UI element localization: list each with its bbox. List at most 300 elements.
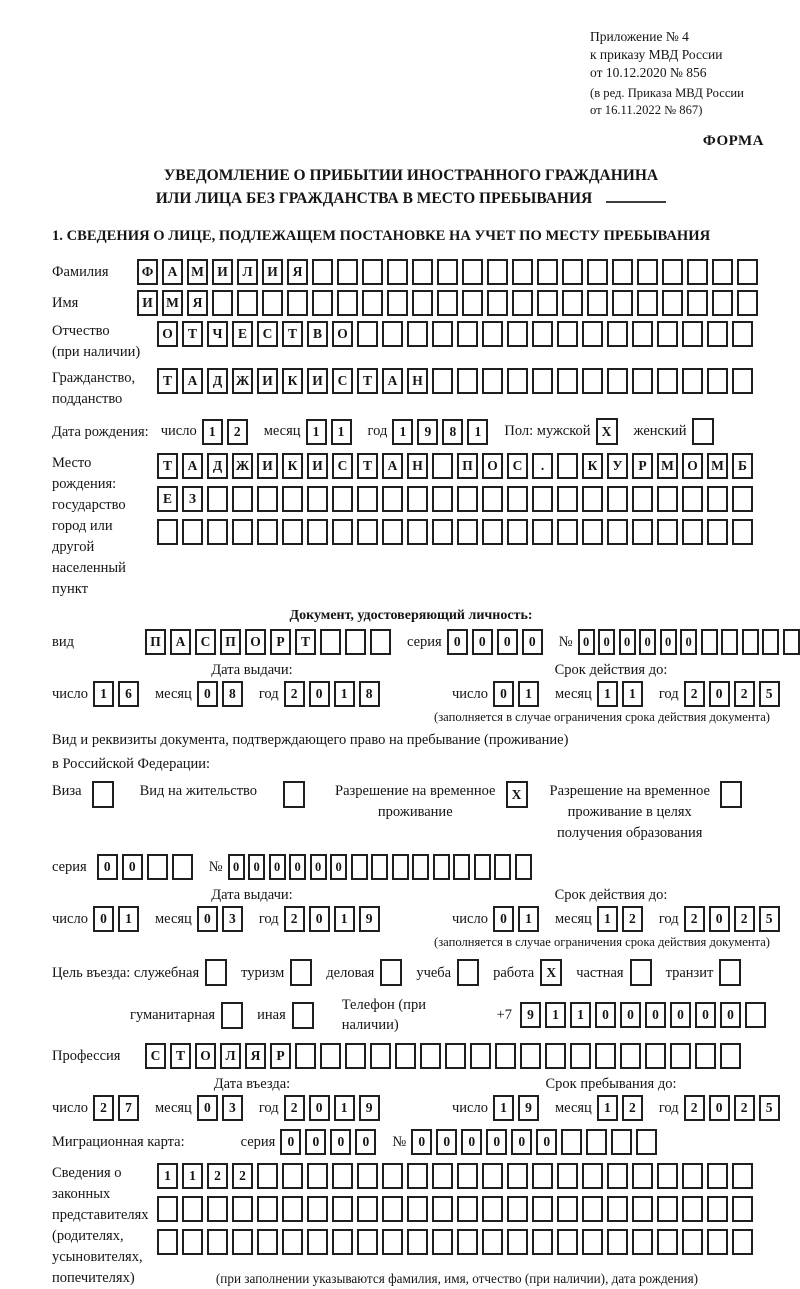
citizenship-box[interactable]: Ж (232, 368, 253, 394)
representative-box[interactable] (232, 1229, 253, 1255)
name-box[interactable] (537, 290, 558, 316)
rvp-checkbox[interactable]: X (506, 781, 528, 808)
birthplace-box[interactable] (607, 486, 628, 512)
birth-year-box[interactable]: 8 (442, 419, 463, 445)
representative-box[interactable] (707, 1163, 728, 1189)
profession-box[interactable] (595, 1043, 616, 1069)
male-checkbox[interactable]: X (596, 418, 618, 445)
doc-type-box[interactable]: П (145, 629, 166, 655)
birthplace-box[interactable] (457, 519, 478, 545)
res-seria-box[interactable] (172, 854, 193, 880)
birthplace-box[interactable] (232, 486, 253, 512)
citizenship-box[interactable] (657, 368, 678, 394)
birth-day-box[interactable]: 1 (202, 419, 223, 445)
representative-box[interactable] (257, 1229, 278, 1255)
issue-year-box[interactable]: 8 (359, 681, 380, 707)
representative-box[interactable] (532, 1229, 553, 1255)
representative-box[interactable] (557, 1163, 578, 1189)
representative-box[interactable] (557, 1229, 578, 1255)
representative-box[interactable] (182, 1229, 203, 1255)
issue-year-box[interactable]: 1 (334, 681, 355, 707)
patronymic-box[interactable] (357, 321, 378, 347)
birthplace-box[interactable] (182, 519, 203, 545)
res-number-box[interactable] (453, 854, 470, 880)
doc-number-box[interactable] (701, 629, 718, 655)
birthplace-box[interactable] (682, 486, 703, 512)
birthplace-box[interactable]: З (182, 486, 203, 512)
citizenship-box[interactable] (582, 368, 603, 394)
mk-seria-box[interactable]: 0 (305, 1129, 326, 1155)
doc-number-box[interactable] (721, 629, 738, 655)
birthplace-box[interactable]: К (282, 453, 303, 479)
birth-year-box[interactable]: 1 (467, 419, 488, 445)
representative-box[interactable] (607, 1229, 628, 1255)
citizenship-box[interactable]: Т (157, 368, 178, 394)
birthplace-box[interactable]: С (507, 453, 528, 479)
profession-box[interactable] (520, 1043, 541, 1069)
profession-box[interactable] (720, 1043, 741, 1069)
representative-box[interactable] (457, 1196, 478, 1222)
name-box[interactable] (487, 290, 508, 316)
representative-box[interactable] (157, 1196, 178, 1222)
surname-box[interactable] (712, 259, 733, 285)
profession-box[interactable] (545, 1043, 566, 1069)
patronymic-box[interactable]: С (257, 321, 278, 347)
stay-year-box[interactable]: 2 (684, 1095, 705, 1121)
purpose-checkbox[interactable] (380, 959, 402, 986)
res-number-box[interactable] (515, 854, 532, 880)
patronymic-box[interactable] (532, 321, 553, 347)
representative-box[interactable] (682, 1163, 703, 1189)
patronymic-box[interactable] (407, 321, 428, 347)
purpose-checkbox[interactable] (205, 959, 227, 986)
birthplace-box[interactable] (582, 486, 603, 512)
name-box[interactable]: М (162, 290, 183, 316)
res-seria-box[interactable] (147, 854, 168, 880)
phone-digit-box[interactable]: 0 (695, 1002, 716, 1028)
representative-box[interactable] (482, 1196, 503, 1222)
birth-day-box[interactable]: 2 (227, 419, 248, 445)
purpose-checkbox[interactable] (719, 959, 741, 986)
entry-year-box[interactable]: 1 (334, 1095, 355, 1121)
phone-digit-box[interactable] (745, 1002, 766, 1028)
citizenship-box[interactable]: А (182, 368, 203, 394)
surname-box[interactable] (437, 259, 458, 285)
profession-box[interactable] (470, 1043, 491, 1069)
stay-year-box[interactable]: 0 (709, 1095, 730, 1121)
citizenship-box[interactable] (682, 368, 703, 394)
citizenship-box[interactable]: Н (407, 368, 428, 394)
surname-box[interactable] (612, 259, 633, 285)
name-box[interactable] (512, 290, 533, 316)
phone-digit-box[interactable]: 1 (570, 1002, 591, 1028)
profession-box[interactable] (295, 1043, 316, 1069)
birthplace-box[interactable]: А (182, 453, 203, 479)
representative-box[interactable] (407, 1196, 428, 1222)
patronymic-box[interactable]: Ч (207, 321, 228, 347)
res-issue-year-box[interactable]: 9 (359, 906, 380, 932)
doc-number-box[interactable]: 0 (639, 629, 656, 655)
citizenship-box[interactable] (532, 368, 553, 394)
doc-type-box[interactable] (320, 629, 341, 655)
profession-box[interactable] (320, 1043, 341, 1069)
mk-number-box[interactable]: 0 (536, 1129, 557, 1155)
representative-box[interactable] (732, 1229, 753, 1255)
name-box[interactable]: Я (187, 290, 208, 316)
representative-box[interactable]: 1 (157, 1163, 178, 1189)
representative-box[interactable] (432, 1163, 453, 1189)
res-number-box[interactable]: 0 (289, 854, 306, 880)
birthplace-box[interactable] (507, 486, 528, 512)
citizenship-box[interactable] (457, 368, 478, 394)
surname-box[interactable]: М (187, 259, 208, 285)
birthplace-box[interactable]: И (307, 453, 328, 479)
patronymic-box[interactable]: О (157, 321, 178, 347)
res-issue-year-box[interactable]: 0 (309, 906, 330, 932)
surname-box[interactable] (337, 259, 358, 285)
representative-box[interactable] (182, 1196, 203, 1222)
surname-box[interactable] (362, 259, 383, 285)
doc-seria-box[interactable]: 0 (472, 629, 493, 655)
res-seria-box[interactable]: 0 (97, 854, 118, 880)
citizenship-box[interactable]: С (332, 368, 353, 394)
representative-box[interactable]: 2 (232, 1163, 253, 1189)
res-valid-year-box[interactable]: 2 (684, 906, 705, 932)
profession-box[interactable] (645, 1043, 666, 1069)
surname-box[interactable] (562, 259, 583, 285)
representative-box[interactable] (157, 1229, 178, 1255)
name-box[interactable] (287, 290, 308, 316)
birthplace-box[interactable] (557, 486, 578, 512)
surname-box[interactable]: Л (237, 259, 258, 285)
surname-box[interactable]: Ф (137, 259, 158, 285)
birthplace-box[interactable] (657, 486, 678, 512)
birthplace-box[interactable] (482, 486, 503, 512)
birthplace-box[interactable] (357, 486, 378, 512)
purpose-checkbox[interactable] (457, 959, 479, 986)
citizenship-box[interactable]: Т (357, 368, 378, 394)
valid-day-box[interactable]: 0 (493, 681, 514, 707)
citizenship-box[interactable]: К (282, 368, 303, 394)
mk-number-box[interactable]: 0 (511, 1129, 532, 1155)
representative-box[interactable] (482, 1163, 503, 1189)
birthplace-box[interactable] (257, 486, 278, 512)
representative-box[interactable] (532, 1163, 553, 1189)
birthplace-box[interactable] (407, 519, 428, 545)
doc-number-box[interactable]: 0 (578, 629, 595, 655)
profession-box[interactable] (495, 1043, 516, 1069)
representative-box[interactable] (307, 1229, 328, 1255)
profession-box[interactable] (445, 1043, 466, 1069)
phone-digit-box[interactable]: 0 (620, 1002, 641, 1028)
birth-month-box[interactable]: 1 (306, 419, 327, 445)
doc-type-box[interactable]: Р (270, 629, 291, 655)
surname-box[interactable] (737, 259, 758, 285)
profession-box[interactable] (370, 1043, 391, 1069)
representative-box[interactable] (507, 1196, 528, 1222)
patronymic-box[interactable] (732, 321, 753, 347)
representative-box[interactable] (207, 1229, 228, 1255)
birthplace-box[interactable] (407, 486, 428, 512)
name-box[interactable] (462, 290, 483, 316)
purpose-checkbox[interactable] (292, 1002, 314, 1029)
res-valid-month-box[interactable]: 1 (597, 906, 618, 932)
patronymic-box[interactable]: Т (182, 321, 203, 347)
profession-box[interactable]: Я (245, 1043, 266, 1069)
birthplace-box[interactable]: Ж (232, 453, 253, 479)
mk-seria-box[interactable]: 0 (355, 1129, 376, 1155)
representative-box[interactable] (407, 1163, 428, 1189)
mk-number-box[interactable]: 0 (461, 1129, 482, 1155)
birthplace-box[interactable]: Р (632, 453, 653, 479)
res-valid-year-box[interactable]: 0 (709, 906, 730, 932)
birthplace-box[interactable] (732, 519, 753, 545)
representative-box[interactable] (232, 1196, 253, 1222)
birthplace-box[interactable]: А (382, 453, 403, 479)
representative-box[interactable] (257, 1163, 278, 1189)
surname-box[interactable] (537, 259, 558, 285)
valid-year-box[interactable]: 0 (709, 681, 730, 707)
patronymic-box[interactable] (707, 321, 728, 347)
representative-box[interactable] (732, 1163, 753, 1189)
stay-day-box[interactable]: 1 (493, 1095, 514, 1121)
representative-box[interactable] (707, 1196, 728, 1222)
surname-box[interactable] (512, 259, 533, 285)
citizenship-box[interactable]: И (307, 368, 328, 394)
profession-box[interactable] (345, 1043, 366, 1069)
birthplace-box[interactable] (282, 486, 303, 512)
birthplace-box[interactable]: К (582, 453, 603, 479)
name-box[interactable] (362, 290, 383, 316)
birthplace-box[interactable] (382, 486, 403, 512)
representative-box[interactable] (282, 1196, 303, 1222)
representative-box[interactable] (607, 1163, 628, 1189)
birthplace-box[interactable] (707, 486, 728, 512)
purpose-checkbox[interactable] (630, 959, 652, 986)
res-number-box[interactable] (412, 854, 429, 880)
surname-box[interactable]: А (162, 259, 183, 285)
profession-box[interactable] (620, 1043, 641, 1069)
birthplace-box[interactable] (382, 519, 403, 545)
res-issue-day-box[interactable]: 0 (93, 906, 114, 932)
representative-box[interactable] (207, 1196, 228, 1222)
name-box[interactable] (737, 290, 758, 316)
purpose-checkbox[interactable] (290, 959, 312, 986)
name-box[interactable] (337, 290, 358, 316)
representative-box[interactable]: 2 (207, 1163, 228, 1189)
birthplace-box[interactable] (582, 519, 603, 545)
representative-box[interactable] (307, 1196, 328, 1222)
citizenship-box[interactable] (507, 368, 528, 394)
patronymic-box[interactable] (607, 321, 628, 347)
representative-box[interactable] (457, 1229, 478, 1255)
name-box[interactable] (612, 290, 633, 316)
profession-box[interactable]: Л (220, 1043, 241, 1069)
birthplace-box[interactable]: М (657, 453, 678, 479)
doc-seria-box[interactable]: 0 (497, 629, 518, 655)
stay-month-box[interactable]: 2 (622, 1095, 643, 1121)
representative-box[interactable] (307, 1163, 328, 1189)
entry-month-box[interactable]: 3 (222, 1095, 243, 1121)
doc-number-box[interactable]: 0 (680, 629, 697, 655)
birthplace-box[interactable]: О (682, 453, 703, 479)
name-box[interactable] (262, 290, 283, 316)
valid-month-box[interactable]: 1 (622, 681, 643, 707)
res-number-box[interactable] (474, 854, 491, 880)
patronymic-box[interactable]: Е (232, 321, 253, 347)
birthplace-box[interactable]: Т (157, 453, 178, 479)
patronymic-box[interactable] (482, 321, 503, 347)
mk-number-box[interactable]: 0 (486, 1129, 507, 1155)
birthplace-box[interactable] (557, 453, 578, 479)
birthplace-box[interactable] (332, 486, 353, 512)
doc-number-box[interactable] (762, 629, 779, 655)
surname-box[interactable] (412, 259, 433, 285)
birthplace-box[interactable]: И (257, 453, 278, 479)
issue-year-box[interactable]: 2 (284, 681, 305, 707)
representative-box[interactable] (407, 1229, 428, 1255)
birthplace-box[interactable] (432, 486, 453, 512)
doc-type-box[interactable] (370, 629, 391, 655)
birthplace-box[interactable] (657, 519, 678, 545)
representative-box[interactable] (357, 1229, 378, 1255)
res-number-box[interactable] (392, 854, 409, 880)
patronymic-box[interactable] (682, 321, 703, 347)
birthplace-box[interactable]: Б (732, 453, 753, 479)
citizenship-box[interactable] (607, 368, 628, 394)
surname-box[interactable] (312, 259, 333, 285)
citizenship-box[interactable] (707, 368, 728, 394)
birthplace-box[interactable] (507, 519, 528, 545)
issue-day-box[interactable]: 1 (93, 681, 114, 707)
birthplace-box[interactable]: П (457, 453, 478, 479)
representative-box[interactable] (382, 1163, 403, 1189)
patronymic-box[interactable] (657, 321, 678, 347)
birthplace-box[interactable] (732, 486, 753, 512)
birthplace-box[interactable] (557, 519, 578, 545)
representative-box[interactable] (732, 1196, 753, 1222)
res-number-box[interactable]: 0 (330, 854, 347, 880)
valid-day-box[interactable]: 1 (518, 681, 539, 707)
representative-box[interactable] (682, 1196, 703, 1222)
rvp-edu-checkbox[interactable] (720, 781, 742, 808)
res-valid-month-box[interactable]: 2 (622, 906, 643, 932)
res-issue-day-box[interactable]: 1 (118, 906, 139, 932)
res-seria-box[interactable]: 0 (122, 854, 143, 880)
entry-month-box[interactable]: 0 (197, 1095, 218, 1121)
res-number-box[interactable] (371, 854, 388, 880)
birthplace-box[interactable] (432, 453, 453, 479)
representative-box[interactable] (382, 1229, 403, 1255)
birthplace-box[interactable] (607, 519, 628, 545)
patronymic-box[interactable] (507, 321, 528, 347)
res-number-box[interactable] (494, 854, 511, 880)
issue-year-box[interactable]: 0 (309, 681, 330, 707)
citizenship-box[interactable]: А (382, 368, 403, 394)
doc-type-box[interactable]: А (170, 629, 191, 655)
representative-box[interactable] (657, 1163, 678, 1189)
surname-box[interactable] (687, 259, 708, 285)
name-box[interactable] (587, 290, 608, 316)
patronymic-box[interactable]: Т (282, 321, 303, 347)
profession-box[interactable]: Р (270, 1043, 291, 1069)
birthplace-box[interactable] (207, 486, 228, 512)
representative-box[interactable] (582, 1196, 603, 1222)
representative-box[interactable] (332, 1196, 353, 1222)
res-number-box[interactable]: 0 (269, 854, 286, 880)
representative-box[interactable] (482, 1229, 503, 1255)
res-number-box[interactable]: 0 (310, 854, 327, 880)
representative-box[interactable] (707, 1229, 728, 1255)
res-number-box[interactable]: 0 (248, 854, 265, 880)
valid-year-box[interactable]: 5 (759, 681, 780, 707)
mk-seria-box[interactable]: 0 (280, 1129, 301, 1155)
representative-box[interactable] (332, 1163, 353, 1189)
birthplace-box[interactable]: О (482, 453, 503, 479)
patronymic-box[interactable]: О (332, 321, 353, 347)
representative-box[interactable] (282, 1163, 303, 1189)
birthplace-box[interactable] (532, 486, 553, 512)
purpose-checkbox[interactable]: X (540, 959, 562, 986)
phone-digit-box[interactable]: 0 (670, 1002, 691, 1028)
birthplace-box[interactable] (332, 519, 353, 545)
doc-type-box[interactable]: С (195, 629, 216, 655)
birthplace-box[interactable]: . (532, 453, 553, 479)
representative-box[interactable] (507, 1163, 528, 1189)
res-issue-year-box[interactable]: 2 (284, 906, 305, 932)
res-valid-year-box[interactable]: 5 (759, 906, 780, 932)
doc-number-box[interactable]: 0 (598, 629, 615, 655)
representative-box[interactable] (507, 1229, 528, 1255)
patronymic-box[interactable]: В (307, 321, 328, 347)
purpose-checkbox[interactable] (221, 1002, 243, 1029)
surname-box[interactable] (637, 259, 658, 285)
doc-number-box[interactable]: 0 (619, 629, 636, 655)
patronymic-box[interactable] (632, 321, 653, 347)
representative-box[interactable] (557, 1196, 578, 1222)
profession-box[interactable] (395, 1043, 416, 1069)
doc-type-box[interactable]: Т (295, 629, 316, 655)
birthplace-box[interactable]: Н (407, 453, 428, 479)
birthplace-box[interactable] (307, 519, 328, 545)
representative-box[interactable] (632, 1229, 653, 1255)
entry-day-box[interactable]: 2 (93, 1095, 114, 1121)
stay-month-box[interactable]: 1 (597, 1095, 618, 1121)
phone-digit-box[interactable]: 9 (520, 1002, 541, 1028)
patronymic-box[interactable] (382, 321, 403, 347)
representative-box[interactable] (332, 1229, 353, 1255)
representative-box[interactable] (657, 1196, 678, 1222)
issue-day-box[interactable]: 6 (118, 681, 139, 707)
profession-box[interactable] (695, 1043, 716, 1069)
representative-box[interactable] (657, 1229, 678, 1255)
representative-box[interactable] (582, 1229, 603, 1255)
doc-number-box[interactable]: 0 (660, 629, 677, 655)
doc-seria-box[interactable]: 0 (522, 629, 543, 655)
phone-digit-box[interactable]: 0 (645, 1002, 666, 1028)
patronymic-box[interactable] (432, 321, 453, 347)
patronymic-box[interactable] (557, 321, 578, 347)
citizenship-box[interactable] (632, 368, 653, 394)
res-number-box[interactable] (433, 854, 450, 880)
profession-box[interactable] (420, 1043, 441, 1069)
birth-year-box[interactable]: 1 (392, 419, 413, 445)
birthplace-box[interactable] (682, 519, 703, 545)
citizenship-box[interactable] (482, 368, 503, 394)
name-box[interactable]: И (137, 290, 158, 316)
profession-box[interactable] (570, 1043, 591, 1069)
surname-box[interactable] (462, 259, 483, 285)
